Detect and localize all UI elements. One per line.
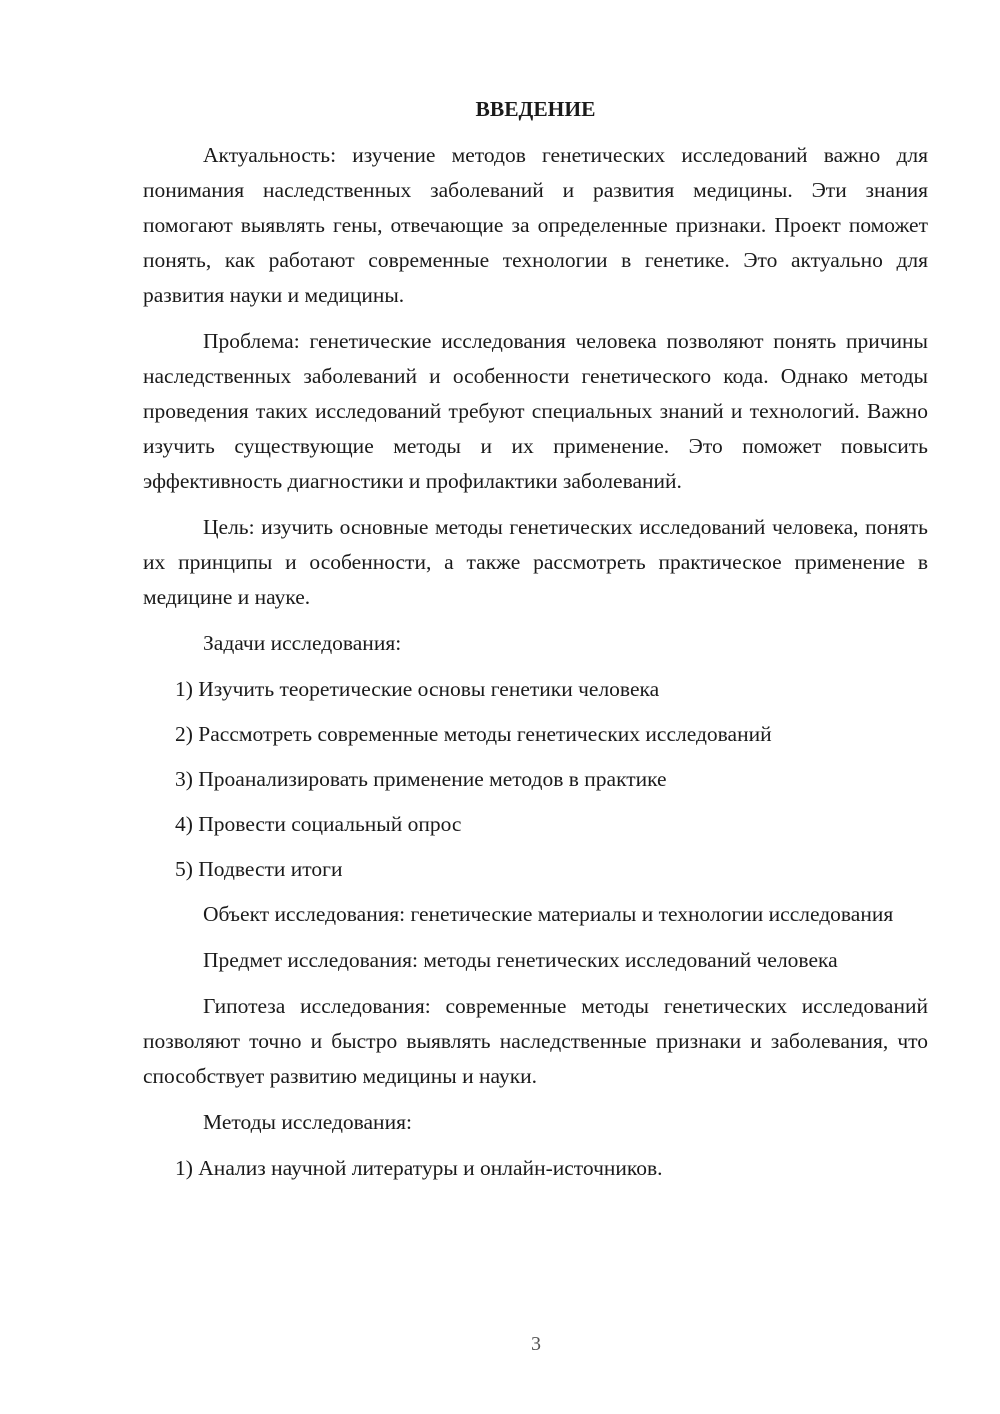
subject-paragraph: Предмет исследования: методы генетических исследований человека (203, 948, 838, 972)
methods-list (143, 1151, 928, 1186)
hypothesis-paragraph: Гипотеза исследования: современные методы генетических исследований позволяют точно и быстро выявлять наследственные признаки и заболевания, что способствует развитию медицины и науки. (143, 994, 928, 1088)
method-item: 1) Анализ научной литературы и онлайн-источников. (175, 1156, 663, 1180)
relevance-paragraph: Актуальность: изучение методов генетических исследований важно для понимания наследственных заболеваний и развития медицины. Эти знания помогают выявлять гены, отвечающие за определенные признаки. Проект поможет понять, как работают современные технологии в генетике. Это актуально для развития науки и медицины. (143, 143, 928, 307)
task-item: 3) Проанализировать применение методов в практике (175, 767, 667, 791)
task-item: 5) Подвести итоги (175, 857, 343, 881)
object-paragraph: Объект исследования: генетические материалы и технологии исследования (203, 902, 894, 926)
tasks-label: Задачи исследования: (203, 631, 402, 655)
task-item: 2) Рассмотреть современные методы генетических исследований (175, 722, 772, 746)
section-heading: ВВЕДЕНИЕ (475, 97, 596, 121)
goal-paragraph: Цель: изучить основные методы генетических исследований человека, понять их принципы и особенности, а также рассмотреть практическое применение в медицине и науке. (143, 515, 928, 609)
methods-label: Методы исследования: (203, 1110, 412, 1134)
page-number: 3 (531, 1333, 541, 1355)
problem-paragraph: Проблема: генетические исследования человека позволяют понять причины наследственных заболеваний и особенности генетического кода. Однако методы проведения таких исследований требуют специальных знаний и технологий. Важно изучить существующие методы и их применение. Это поможет повысить эффективность диагностики и профилактики заболеваний. (143, 329, 928, 493)
task-item: 4) Провести социальный опрос (175, 812, 462, 836)
page-content (143, 92, 928, 1196)
task-item: 1) Изучить теоретические основы генетики человека (175, 677, 660, 701)
tasks-list (143, 672, 928, 887)
